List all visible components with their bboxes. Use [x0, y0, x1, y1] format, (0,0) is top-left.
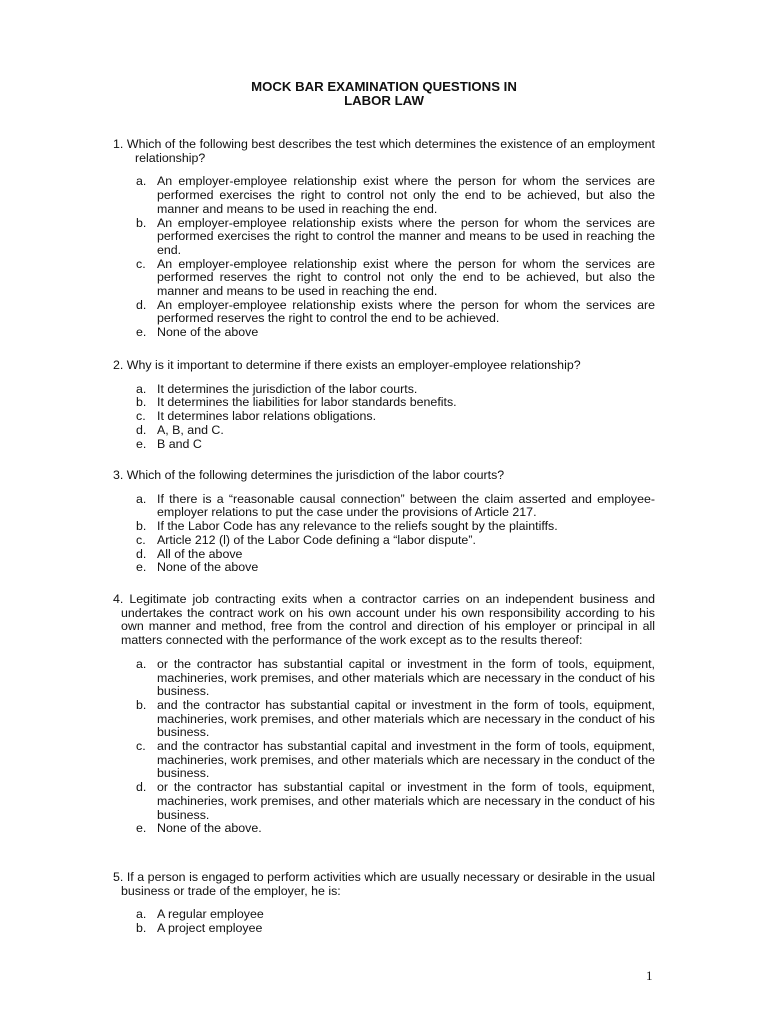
option-text: It determines the jurisdiction of the labor courts.	[157, 381, 418, 396]
option-letter: e.	[136, 325, 147, 340]
option-item	[113, 740, 655, 781]
option-letter: a.	[136, 381, 147, 396]
option-text: A regular employee	[157, 907, 264, 922]
question-stem: 2. Why is it important to determine if there exists an employer-employee relationship?	[113, 358, 581, 372]
option-list	[113, 175, 655, 339]
option-item	[113, 781, 655, 822]
question-5	[113, 871, 655, 936]
option-item	[113, 699, 655, 740]
option-text: An employer-employee relationship exist where the person for whom the services are performed reserves the right to control not only the end to be achieved, but also the manner and means to be used in reaching the end.	[157, 256, 655, 299]
option-letter: b.	[136, 519, 147, 534]
option-list	[113, 658, 655, 836]
option-text: All of the above	[157, 546, 243, 561]
option-letter: d.	[136, 422, 147, 437]
option-letter: d.	[136, 780, 147, 795]
question-1	[113, 138, 655, 340]
option-text: It determines labor relations obligations.	[157, 409, 377, 424]
option-letter: c.	[136, 739, 146, 754]
document-title-line-2: LABOR LAW	[344, 93, 424, 108]
question-3	[113, 469, 655, 575]
option-text: If there is a “reasonable causal connection” between the claim asserted and employee-employer relations to put the case under the provisions of Article 217.	[157, 491, 655, 520]
option-text: B and C	[157, 436, 202, 451]
option-item	[113, 175, 655, 216]
option-letter: b.	[136, 921, 147, 936]
option-item	[113, 534, 655, 548]
option-text: If the Labor Code has any relevance to the reliefs sought by the plaintiffs.	[157, 519, 558, 534]
question-stem: 5. If a person is engaged to perform activities which are usually necessary or desirable in the usual business or trade of the employer, he is:	[113, 870, 655, 898]
option-letter: a.	[136, 656, 147, 671]
option-list	[113, 383, 655, 452]
option-item	[113, 922, 655, 936]
option-item	[113, 520, 655, 534]
question-stem: 1. Which of the following best describes the test which determines the existence of an employment relationship?	[113, 137, 655, 165]
option-text: It determines the liabilities for labor standards benefits.	[157, 395, 457, 410]
page-number: 1	[646, 968, 653, 983]
option-letter: e.	[136, 560, 147, 575]
option-item	[113, 438, 655, 452]
option-text: or the contractor has substantial capital or investment in the form of tools, equipment, machineries, work premises, and other materials which are necessary in the conduct of his business.	[157, 780, 655, 822]
option-text: A, B, and C.	[157, 422, 224, 437]
option-item	[113, 908, 655, 922]
option-item	[113, 217, 655, 258]
option-text: Article 212 (l) of the Labor Code defining a “labor dispute”.	[157, 532, 476, 547]
option-letter: c.	[136, 532, 146, 547]
question-stem: 3. Which of the following determines the jurisdiction of the labor courts?	[113, 468, 505, 482]
option-item	[113, 658, 655, 699]
option-item	[113, 326, 655, 340]
option-letter: a.	[136, 907, 147, 922]
option-item	[113, 822, 655, 836]
option-letter: d.	[136, 297, 147, 312]
option-text: None of the above	[157, 560, 259, 575]
option-letter: d.	[136, 546, 147, 561]
option-letter: e.	[136, 436, 147, 451]
option-letter: b.	[136, 697, 147, 712]
option-text: and the contractor has substantial capital and investment in the form of tools, equipment, machineries, work premises, and other materials which are necessary in the conduct of the business.	[157, 739, 655, 781]
question-4	[113, 593, 655, 836]
option-item	[113, 561, 655, 575]
question-2	[113, 359, 655, 451]
option-text: An employer-employee relationship exists where the person for whom the services are performed reserves the right to control the end to be achieved.	[157, 297, 655, 326]
option-letter: a.	[136, 174, 147, 189]
question-stem: 4. Legitimate job contracting exits when a contractor carries on an independent business and undertakes the contract work on his own account under his own responsibility according to his own manner and method, free from the control and direction of his employer or principal in all matters connected with the performance of the work except as to the results thereof:	[113, 592, 655, 648]
option-text: None of the above	[157, 325, 259, 340]
option-letter: c.	[136, 409, 146, 424]
option-text: None of the above.	[157, 821, 262, 836]
option-letter: b.	[136, 215, 147, 230]
document-title-line-1: MOCK BAR EXAMINATION QUESTIONS IN	[251, 79, 517, 94]
option-item	[113, 493, 655, 520]
option-text: or the contractor has substantial capital or investment in the form of tools, equipment, machineries, work premises, and other materials which are necessary in the conduct of his business.	[157, 656, 655, 699]
option-text: and the contractor has substantial capital or investment in the form of tools, equipment, machineries, work premises, and other materials which are necessary in the conduct of his business.	[157, 697, 655, 740]
option-letter: e.	[136, 821, 147, 836]
option-item	[113, 383, 655, 397]
option-item	[113, 258, 655, 299]
option-item	[113, 410, 655, 424]
option-text: A project employee	[157, 921, 263, 936]
option-item	[113, 299, 655, 326]
option-list	[113, 908, 655, 935]
option-text: An employer-employee relationship exists where the person for whom the services are performed exercises the right to control the manner and means to be used in reaching the end.	[157, 215, 655, 257]
option-item	[113, 396, 655, 410]
option-list	[113, 493, 655, 575]
option-letter: a.	[136, 491, 147, 506]
option-text: An employer-employee relationship exist where the person for whom the services are performed exercises the right to control not only the end to be achieved, but also the manner and means to be used in reaching the end.	[157, 174, 655, 216]
option-letter: c.	[136, 256, 146, 271]
option-item	[113, 548, 655, 562]
option-item	[113, 424, 655, 438]
option-letter: b.	[136, 395, 147, 410]
